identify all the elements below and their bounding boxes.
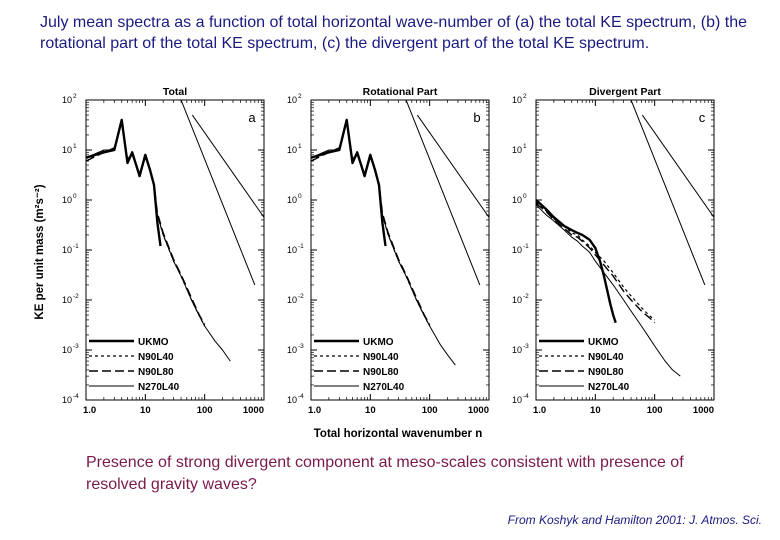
panel-b [287, 86, 489, 416]
panel-letter: c [698, 110, 706, 125]
series-n270l40 [311, 122, 455, 365]
panel-c [512, 86, 714, 416]
reference-slope-line [417, 115, 489, 217]
x-tick-label: 1000 [242, 405, 264, 416]
y-tick-exponent: -1 [73, 243, 79, 250]
y-tick-label: 10 [511, 95, 522, 105]
x-tick-label: 100 [196, 405, 213, 416]
y-tick-label: 10 [286, 395, 297, 405]
y-tick-exponent: -4 [523, 393, 529, 400]
y-tick-exponent: 0 [523, 193, 527, 200]
x-tick-label: 10 [365, 405, 376, 416]
legend-label: N90L40 [363, 352, 399, 363]
y-tick-exponent: 2 [523, 93, 527, 100]
series-ukmo [86, 120, 161, 246]
y-tick-label: 10 [511, 295, 522, 305]
y-tick-exponent: -2 [73, 293, 79, 300]
panel-letter: b [473, 110, 481, 125]
y-tick-label: 10 [61, 195, 72, 205]
y-tick-label: 10 [511, 245, 522, 255]
y-tick-exponent: 0 [73, 193, 77, 200]
series-n270l40 [86, 122, 230, 361]
discussion-note: Presence of strong divergent component at meso-scales consistent with presence of resolved gravity waves? [86, 454, 684, 493]
y-tick-exponent: -4 [73, 393, 79, 400]
plot-frame [311, 100, 489, 400]
x-tick-label: 1.0 [308, 405, 322, 416]
x-tick-label: 10 [590, 405, 601, 416]
reference-slope-line [181, 100, 255, 285]
legend-label: N270L40 [138, 382, 180, 393]
y-tick-label: 10 [286, 195, 297, 205]
reference-slope-line [631, 100, 705, 285]
y-tick-label: 10 [511, 145, 522, 155]
y-tick-exponent: 1 [523, 143, 527, 150]
x-tick-label: 1.0 [533, 405, 547, 416]
y-tick-label: 10 [511, 195, 522, 205]
y-tick-exponent: -3 [523, 343, 529, 350]
y-tick-exponent: 2 [73, 93, 77, 100]
y-tick-exponent: -3 [298, 343, 304, 350]
y-tick-exponent: -4 [298, 393, 304, 400]
figure-caption: July mean spectra as a function of total horizontal wave-number of (a) the total KE spectrum, (b) the rotational part of the total KE spectrum, (c) the divergent part of the total KE spectrum. [40, 14, 748, 52]
y-tick-label: 10 [61, 95, 72, 105]
y-tick-exponent: -3 [73, 343, 79, 350]
x-tick-label: 1000 [467, 405, 489, 416]
y-tick-label: 10 [61, 295, 72, 305]
y-tick-label: 10 [286, 295, 297, 305]
legend-label: UKMO [588, 337, 619, 348]
x-axis-label: Total horizontal wavenumber n [313, 428, 483, 440]
y-tick-exponent: 1 [73, 143, 77, 150]
panels-group [62, 86, 714, 416]
x-tick-label: 1000 [692, 405, 714, 416]
reference-slope-line [406, 100, 480, 285]
legend-label: N270L40 [363, 382, 405, 393]
y-axis-label: KE per unit mass (m²s⁻²) [34, 184, 46, 320]
y-tick-label: 10 [286, 145, 297, 155]
y-tick-label: 10 [61, 395, 72, 405]
x-tick-label: 100 [421, 405, 438, 416]
y-tick-label: 10 [511, 345, 522, 355]
y-tick-exponent: 0 [298, 193, 302, 200]
y-tick-label: 10 [286, 245, 297, 255]
panel-a [62, 86, 264, 416]
x-tick-label: 1.0 [83, 405, 97, 416]
y-tick-exponent: -2 [298, 293, 304, 300]
y-tick-exponent: -1 [523, 243, 529, 250]
legend-label: N90L40 [138, 352, 174, 363]
y-tick-label: 10 [286, 95, 297, 105]
panel-letter: a [248, 110, 256, 125]
series-ukmo [311, 120, 386, 246]
legend-label: UKMO [138, 337, 169, 348]
legend-label: N90L40 [588, 352, 624, 363]
legend-label: N90L80 [588, 367, 624, 378]
panel-title: Rotational Part [362, 86, 438, 98]
reference-slope-line [642, 115, 714, 217]
legend-label: N90L80 [138, 367, 174, 378]
y-tick-label: 10 [61, 145, 72, 155]
panel-title: Divergent Part [589, 86, 661, 98]
y-tick-exponent: 1 [298, 143, 302, 150]
y-tick-label: 10 [61, 245, 72, 255]
panel-title: Total [162, 86, 188, 98]
source-citation: From Koshyk and Hamilton 2001: J. Atmos. Sci. [507, 513, 762, 527]
y-tick-label: 10 [286, 345, 297, 355]
series-n90l80 [311, 122, 430, 325]
y-tick-exponent: 2 [298, 93, 302, 100]
y-tick-label: 10 [61, 345, 72, 355]
x-tick-label: 10 [140, 405, 151, 416]
y-tick-label: 10 [511, 395, 522, 405]
x-tick-label: 100 [646, 405, 663, 416]
legend-label: UKMO [363, 337, 394, 348]
reference-slope-line [192, 115, 264, 217]
y-tick-exponent: -1 [298, 243, 304, 250]
plot-frame [86, 100, 264, 400]
legend-label: N90L80 [363, 367, 399, 378]
legend-label: N270L40 [588, 382, 630, 393]
y-tick-exponent: -2 [523, 293, 529, 300]
plot-frame [536, 100, 714, 400]
series-n90l80 [86, 122, 205, 325]
